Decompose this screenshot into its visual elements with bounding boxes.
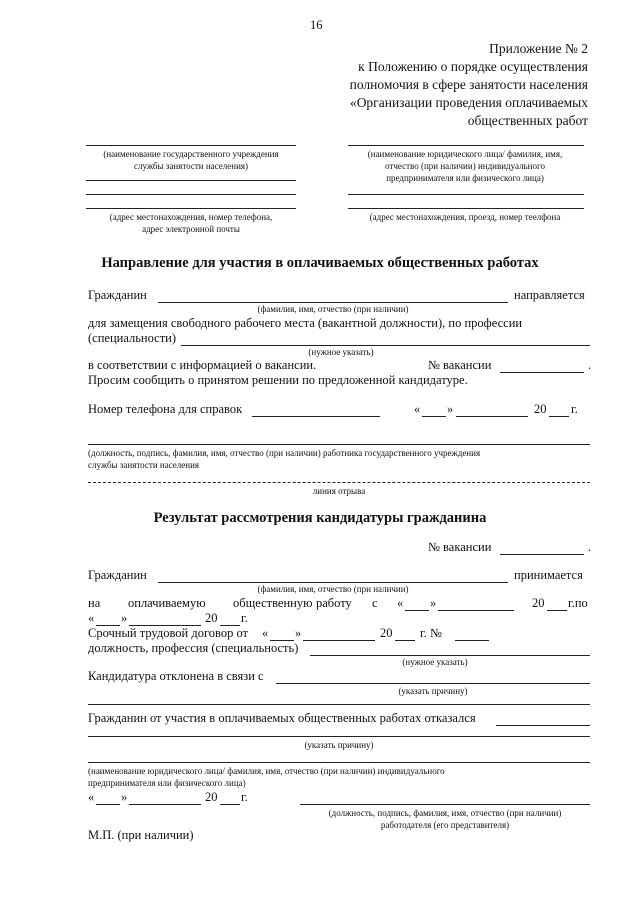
s2-to-date-close: » bbox=[121, 611, 128, 625]
s1-vacancy-label: № вакансии bbox=[428, 358, 492, 372]
left-blank-line-1[interactable] bbox=[86, 180, 296, 181]
s1-date-close: » bbox=[447, 402, 454, 416]
s2-position-label: должность, профессия (специальность) bbox=[88, 641, 299, 655]
s2-final-month-field[interactable] bbox=[129, 804, 201, 805]
s1-signature-line[interactable] bbox=[88, 444, 590, 445]
s2-org-line[interactable] bbox=[88, 762, 590, 763]
left-org-caption-1: (наименование государственного учреждения bbox=[103, 149, 279, 159]
s2-rejected-label: Кандидатура отклонена в связи с bbox=[88, 669, 264, 683]
s2-contract-month-field[interactable] bbox=[303, 640, 375, 641]
s1-year-prefix: 20 bbox=[534, 402, 547, 416]
tear-line-caption: линия отрыва bbox=[312, 486, 366, 496]
left-address-line[interactable] bbox=[86, 208, 296, 209]
s2-org-caption-1: (наименование юридического лица/ фамилия, имя, отчество (при наличии) индивидуального bbox=[88, 766, 445, 776]
s2-from-month-field[interactable] bbox=[438, 610, 514, 611]
s2-vacancy-label: № вакансии bbox=[428, 540, 492, 554]
appendix-block bbox=[350, 40, 588, 130]
left-address-caption-2: адрес электронной почты bbox=[142, 224, 240, 234]
s1-specialty-label: (специальности) bbox=[88, 331, 177, 345]
s1-citizen-label: Гражданин bbox=[88, 288, 147, 302]
tear-line bbox=[88, 482, 590, 483]
s2-rejected-extra-line[interactable] bbox=[88, 704, 590, 705]
section1-title: Направление для участия в оплачиваемых общественных работах bbox=[101, 255, 539, 271]
s1-year-field[interactable] bbox=[549, 416, 569, 417]
s2-final-date-close: » bbox=[121, 790, 128, 804]
appendix-line-1: к Положению о порядке осуществления bbox=[358, 59, 588, 74]
s1-profession-line: для замещения свободного рабочего места (вакантной должности), по профессии bbox=[88, 316, 523, 330]
s2-final-year-field[interactable] bbox=[220, 804, 240, 805]
appendix-line-4: общественных работ bbox=[467, 113, 588, 128]
right-address-caption: (адрес местонахождения, проезд, номер теелфона bbox=[369, 212, 561, 222]
s2-work-from: с bbox=[372, 596, 378, 610]
s2-refused-label: Гражданин от участия в оплачиваемых общественных работах отказался bbox=[88, 711, 476, 725]
s2-reason-caption-2: (указать причину) bbox=[304, 740, 374, 750]
s2-employer-caption-2: работодателя (его представителя) bbox=[380, 820, 510, 830]
s1-phone-field[interactable] bbox=[252, 416, 380, 417]
s2-final-year-prefix: 20 bbox=[205, 790, 218, 804]
left-org-caption-2: службы занятости населения) bbox=[133, 161, 249, 171]
right-blank-line-1[interactable] bbox=[348, 194, 584, 195]
s2-final-day-field[interactable] bbox=[96, 804, 120, 805]
s1-signature-caption-2: службы занятости населения bbox=[88, 460, 200, 470]
s2-vacancy-end: . bbox=[588, 540, 592, 554]
s2-fio-caption: (фамилия, имя, отчество (при наличии) bbox=[257, 584, 409, 594]
s2-to-year-prefix: 20 bbox=[205, 611, 218, 625]
s2-employer-signature-line[interactable] bbox=[300, 804, 590, 805]
s2-from-date-open: « bbox=[397, 596, 404, 610]
s2-contract-date-open: « bbox=[262, 626, 269, 640]
right-address-line[interactable] bbox=[348, 208, 584, 209]
s2-work-work: работу bbox=[316, 596, 352, 610]
s2-refused-extra-line[interactable] bbox=[88, 736, 590, 737]
s1-phone-label: Номер телефона для справок bbox=[88, 402, 243, 416]
appendix-line-2: полномочия в сфере занятости населения bbox=[349, 77, 588, 92]
s2-position-field[interactable] bbox=[310, 655, 590, 656]
right-org-caption-1: (наименование юридического лица/ фамилия, имя, bbox=[367, 149, 563, 159]
s2-citizen-label: Гражданин bbox=[88, 568, 147, 582]
s2-from-date-close: » bbox=[430, 596, 437, 610]
s1-request-text: Просим сообщить о принятом решении по предложенной кандидатуре. bbox=[88, 373, 468, 387]
s1-signature-caption-1: (должность, подпись, фамилия, имя, отчество (при наличии) работника государственного учреждения bbox=[88, 448, 481, 458]
s2-work-paid: оплачиваемую bbox=[128, 596, 206, 610]
page-number: 16 bbox=[310, 18, 323, 32]
s2-final-year-suffix: г. bbox=[241, 790, 248, 804]
s1-date-day-field[interactable] bbox=[422, 416, 446, 417]
left-address-caption-1: (адрес местонахождения, номер телефона, bbox=[109, 212, 273, 222]
s2-vacancy-field[interactable] bbox=[500, 554, 584, 555]
s2-to-date-open: « bbox=[88, 611, 95, 625]
s2-work-public: общественную bbox=[233, 596, 313, 610]
s1-specify-caption: (нужное указать) bbox=[308, 347, 374, 357]
right-org-caption-3: предпринимателя или физического лица) bbox=[386, 173, 544, 183]
s1-vacancy-field[interactable] bbox=[500, 372, 584, 373]
s2-citizen-fio-field[interactable] bbox=[158, 582, 508, 583]
s2-employer-caption-1: (должность, подпись, фамилия, имя, отчество (при наличии) bbox=[328, 808, 562, 818]
s1-date-open: « bbox=[414, 402, 421, 416]
s2-contract-label: Срочный трудовой договор от bbox=[88, 626, 249, 640]
s2-final-date-open: « bbox=[88, 790, 95, 804]
s2-specify-caption: (нужное указать) bbox=[402, 657, 468, 667]
s2-accepted-text: принимается bbox=[514, 568, 583, 582]
s2-stamp-label: М.П. (при наличии) bbox=[88, 828, 194, 842]
right-org-caption-2: отчество (при наличии) индивидуального bbox=[385, 161, 545, 171]
s1-according-text: в соответствии с информацией о вакансии. bbox=[88, 358, 317, 372]
s2-from-year-field[interactable] bbox=[547, 610, 567, 611]
s2-from-year-to: г.по bbox=[568, 596, 588, 610]
s1-date-month-field[interactable] bbox=[456, 416, 528, 417]
s2-from-day-field[interactable] bbox=[405, 610, 429, 611]
s1-fio-caption: (фамилия, имя, отчество (при наличии) bbox=[257, 304, 409, 314]
s2-from-year-prefix: 20 bbox=[532, 596, 545, 610]
s2-contract-no-field[interactable] bbox=[455, 640, 489, 641]
s1-year-suffix: г. bbox=[571, 402, 578, 416]
s2-contract-year-field[interactable] bbox=[395, 640, 415, 641]
s1-vacancy-end: . bbox=[588, 358, 592, 372]
s2-org-caption-2: предпринимателя или физического лица) bbox=[88, 778, 246, 788]
s2-reason-caption: (указать причину) bbox=[398, 686, 468, 696]
section2-title: Результат рассмотрения кандидатуры гражданина bbox=[153, 510, 487, 526]
appendix-title: Приложение № 2 bbox=[489, 41, 588, 56]
s2-to-year-suffix: г. bbox=[241, 611, 248, 625]
s2-refused-reason-field[interactable] bbox=[496, 725, 590, 726]
left-org-line[interactable] bbox=[86, 145, 296, 146]
right-org-line[interactable] bbox=[348, 145, 584, 146]
appendix-line-3: «Организации проведения оплачиваемых bbox=[349, 95, 588, 110]
s2-contract-year-prefix: 20 bbox=[380, 626, 393, 640]
left-blank-line-2[interactable] bbox=[86, 194, 296, 195]
s2-work-na: на bbox=[88, 596, 101, 610]
s1-citizen-fio-field[interactable] bbox=[158, 302, 508, 303]
s2-rejected-reason-field[interactable] bbox=[276, 683, 590, 684]
s1-directed-text: направляется bbox=[514, 288, 585, 302]
s2-contract-no: г. № bbox=[420, 626, 442, 640]
s2-contract-date-close: » bbox=[295, 626, 302, 640]
s1-specialty-field[interactable] bbox=[181, 345, 590, 346]
